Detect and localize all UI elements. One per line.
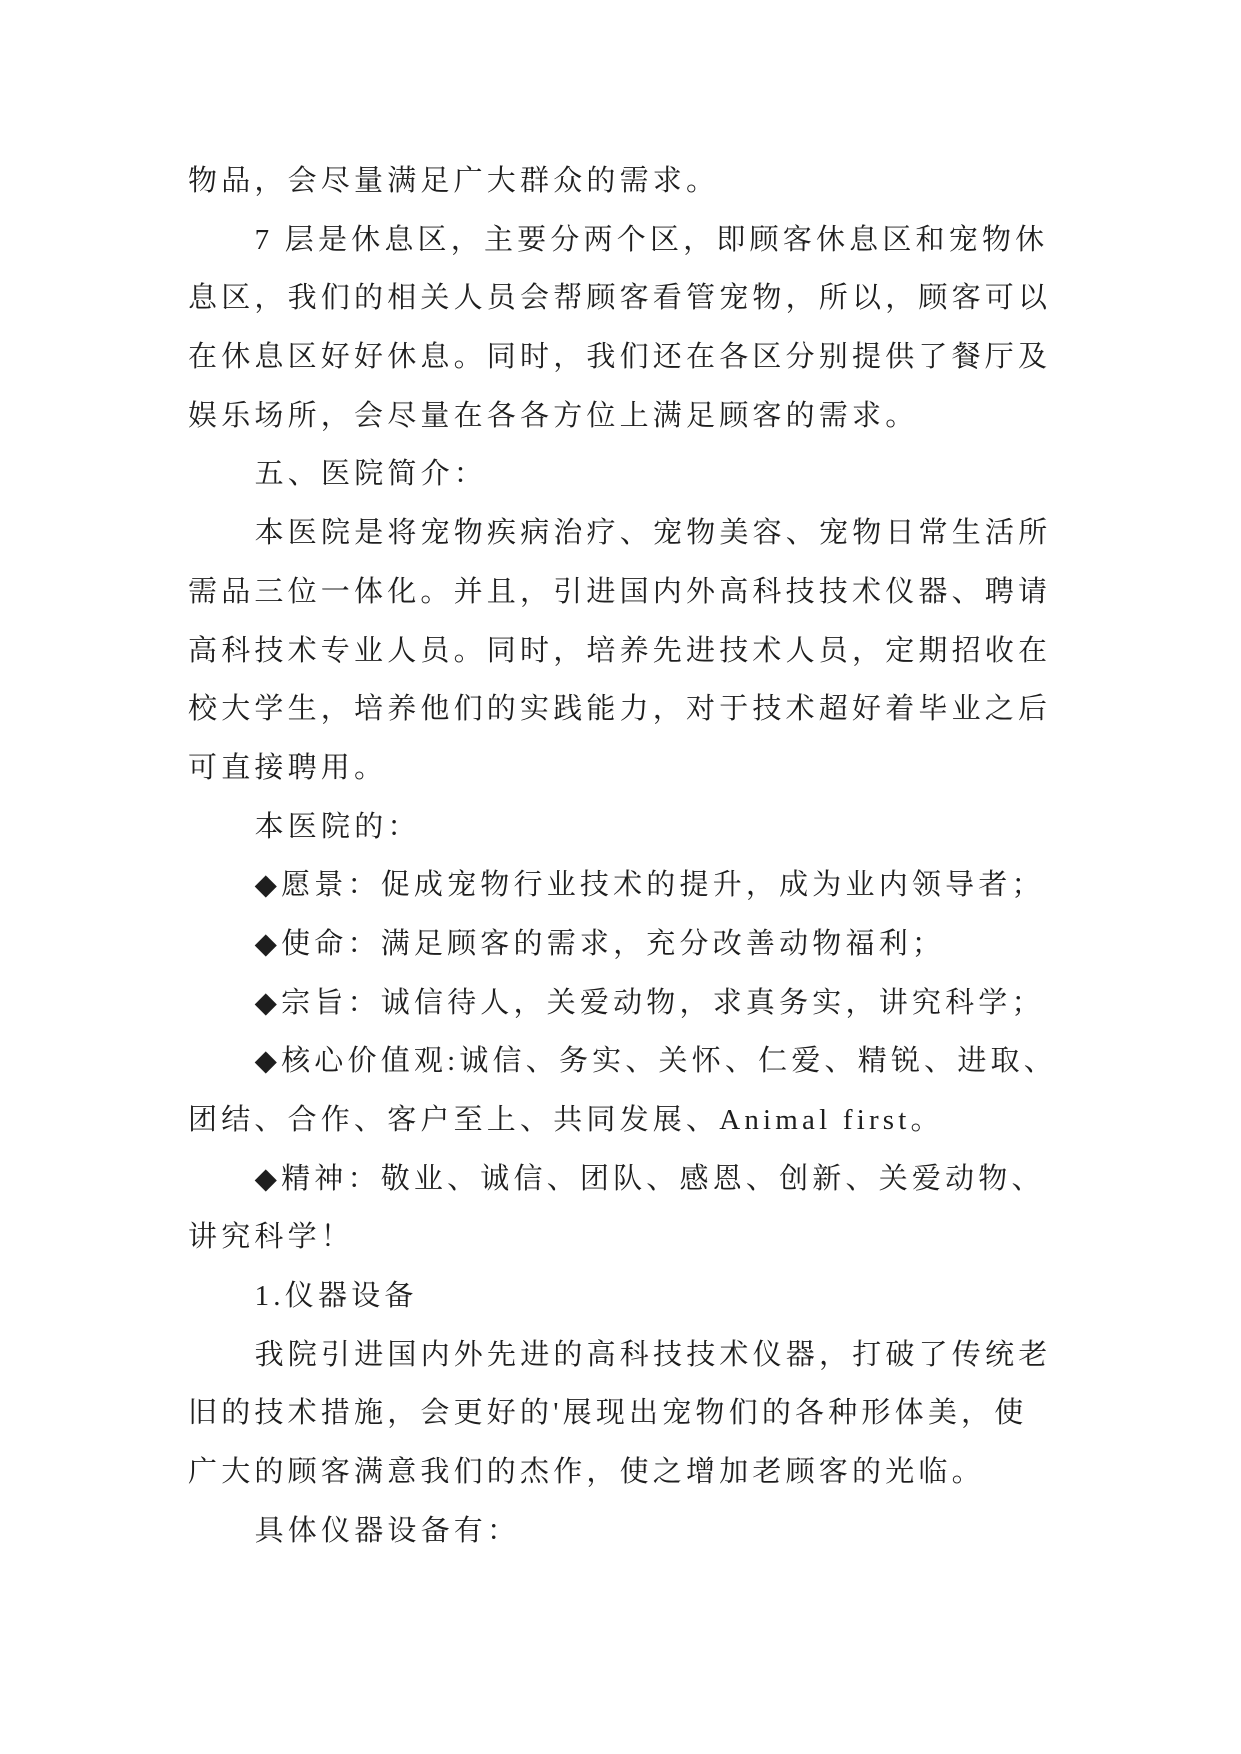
text-line: 广大的顾客满意我们的杰作，使之增加老顾客的光临。 [188,1456,985,1489]
text-line: 物品，会尽量满足广大群众的需求。 [188,165,720,197]
text-line: 旧的技术措施，会更好的'展现出宠物们的各种形体美，使 [188,1397,1028,1430]
text-line: 本医院的： [254,810,421,843]
text-line: 我院引进国内外先进的高科技技术仪器，打破了传统老 [254,1338,1052,1371]
subsection-heading-text: 1.仪器设备 [254,1280,418,1313]
text-line: 娱乐场所，会尽量在各各方位上满足顾客的需求。 [188,399,919,432]
text-line: ◆使命：满足顾客的需求，充分改善动物福利； [254,927,946,960]
bullet-item-vision [188,856,1088,915]
bullet-item-spirit [188,1150,1088,1267]
paragraph-lead-in [188,798,1088,857]
text-line: 可直接聘用。 [188,751,388,784]
text-line: 具体仪器设备有： [254,1514,521,1547]
text-line: 需品三位一体化。并且，引进国内外高科技技术仪器、聘请 [188,575,1052,608]
section-heading-text: 五、医院简介： [254,458,487,491]
paragraph-equipment-list-intro [188,1502,1088,1561]
text-line: 高科技术专业人员。同时，培养先进技术人员，定期招收在 [188,634,1052,667]
paragraph-equipment [188,1326,1088,1502]
text-line: 讲究科学！ [188,1221,355,1254]
text-line: ◆精神：敬业、诚信、团队、感恩、创新、关爱动物、 [254,1162,1045,1195]
text-line: ◆宗旨：诚信待人，关爱动物，求真务实，讲究科学； [254,986,1045,1019]
bullet-item-mission [188,915,1088,974]
text-line: ◆愿景：促成宠物行业技术的提升，成为业内领导者； [254,869,1045,902]
document-body [188,152,1088,1561]
text-line: 在休息区好好休息。同时，我们还在各区分别提供了餐厅及 [188,341,1052,374]
text-line: ◆核心价值观:诚信、务实、关怀、仁爱、精锐、进取、 [254,1045,1057,1078]
paragraph-rest-area [188,211,1088,446]
bullet-item-tenet [188,974,1088,1033]
subsection-heading [188,1267,1088,1326]
text-line: 7 层是休息区，主要分两个区，即顾客休息区和宠物休 [254,223,1049,256]
bullet-item-core-values [188,1032,1088,1149]
text-line: 本医院是将宠物疾病治疗、宠物美容、宠物日常生活所 [254,517,1052,550]
text-line: 校大学生，培养他们的实践能力，对于技术超好着毕业之后 [188,693,1052,726]
text-line: 团结、合作、客户至上、共同发展、Animal first。 [188,1104,944,1136]
continued-paragraph [188,152,1088,211]
text-line: 息区，我们的相关人员会帮顾客看管宠物，所以，顾客可以 [188,282,1052,315]
section-heading [188,445,1088,504]
paragraph-hospital-intro [188,504,1088,797]
